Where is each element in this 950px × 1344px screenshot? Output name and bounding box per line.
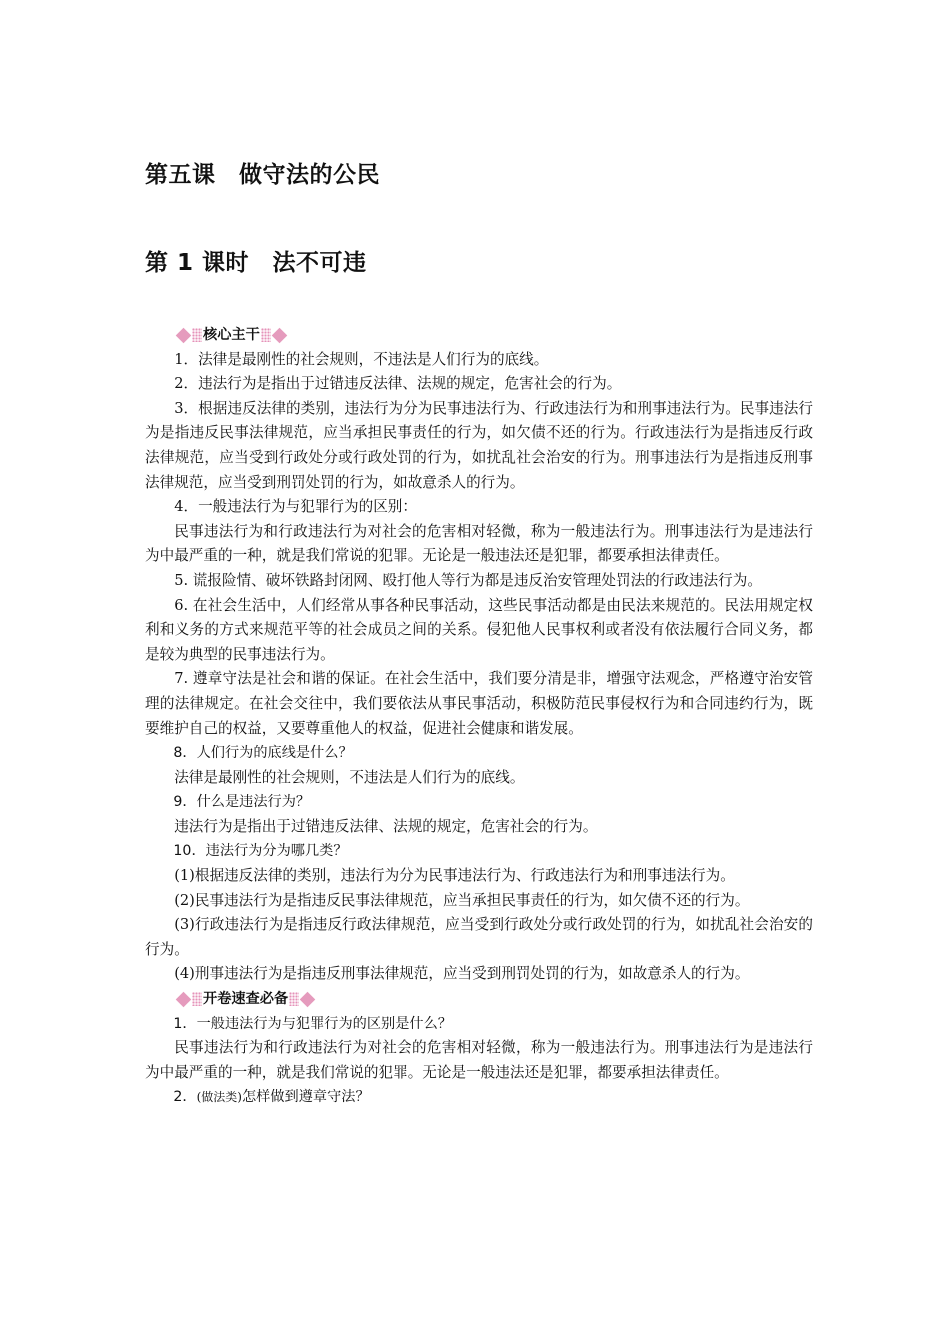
diamond-icon	[271, 328, 287, 344]
core-item: 3．根据违反法律的类别，违法行为分为民事违法行为、行政违法行为和刑事违法行为。民事违法行为是指违反民事法律规范，应当承担民事责任的行为，如欠债不还的行为。行政违法行为是指违反行政法律规范，应当受到行政处分或行政处罚的行为，如扰乱社会治安的行为。刑事违法行为是指违反刑事法律规范，应当受到刑罚处罚的行为，如故意杀人的行为。	[145, 399, 813, 491]
diamond-icon	[176, 992, 192, 1008]
core-item: 2．违法行为是指出于过错违反法律、法规的规定，危害社会的行为。	[174, 375, 622, 393]
dot-pattern-icon	[261, 328, 271, 342]
answer: 法律是最刚性的社会规则，不违法是人们行为的底线。	[174, 768, 525, 786]
question	[145, 1085, 813, 1110]
answer: 民事违法行为和行政违法行为对社会的危害相对轻微，称为一般违法行为。刑事违法行为是违法行为中最严重的一种，就是我们常说的犯罪。无论是一般违法还是犯罪，都要承担法律责任。	[145, 1039, 813, 1081]
answer: (3)行政违法行为是指违反行政法律规范，应当受到行政处分或行政处罚的行为，如扰乱社会治安的行为。	[145, 916, 813, 958]
core-item: 5. 谎报险情、破坏铁路封闭网、殴打他人等行为都是违反治安管理处罚法的行政违法行为。	[174, 571, 762, 589]
question: 1．一般违法行为与犯罪行为的区别是什么？	[173, 1015, 452, 1032]
answer: (2)民事违法行为是指违反民事法律规范，应当承担民事责任的行为，如欠债不还的行为。	[174, 891, 750, 909]
core-item: 民事违法行为和行政违法行为对社会的危害相对轻微，称为一般违法行为。刑事违法行为是违法行为中最严重的一种，就是我们常说的犯罪。无论是一般违法还是犯罪，都要承担法律责任。	[145, 522, 813, 565]
answer: 违法行为是指出于过错违反法律、法规的规定，危害社会的行为。	[174, 817, 598, 835]
question: 8．人们行为的底线是什么？	[173, 745, 353, 762]
section-label: 开卷速查必备	[203, 991, 289, 1008]
section-header-core	[145, 323, 813, 348]
question-number: 2．	[173, 1089, 197, 1106]
section-header-quick	[145, 987, 813, 1012]
core-item: 7. 遵章守法是社会和谐的保证。在社会生活中，我们要分清是非，增强守法观念，严格遵守治安管理的法律规定。在社会交往中，我们要依法从事民事活动，积极防范民事侵权行为和合同违约行为，既要维护自己的权益，又要尊重他人的权益，促进社会健康和谐发展。	[145, 670, 813, 737]
core-item: 4．一般违法行为与犯罪行为的区别：	[174, 498, 417, 516]
core-item: 6. 在社会生活中，人们经常从事各种民事活动，这些民事活动都是由民法来规范的。民法用规定权利和义务的方式来规范平等的社会成员之间的关系。侵犯他人民事权利或者没有依法履行合同义务，都是较为典型的民事违法行为。	[145, 596, 813, 663]
answer: (4)刑事违法行为是指违反刑事法律规范，应当受到刑罚处罚的行为，如故意杀人的行为。	[174, 965, 750, 983]
document-body	[145, 323, 813, 1110]
period-title: 第 1 课时 法不可违	[145, 250, 367, 276]
section-label: 核心主干	[203, 327, 260, 343]
question: 10．违法行为分为哪几类？	[173, 843, 348, 860]
question-text: 怎样做到遵章守法？	[241, 1089, 370, 1106]
dot-pattern-icon	[289, 992, 299, 1006]
dot-pattern-icon	[192, 992, 202, 1006]
core-item: 1．法律是最刚性的社会规则，不违法是人们行为的底线。	[174, 350, 549, 368]
answer: (1)根据违反法律的类别，违法行为分为民事违法行为、行政违法行为和刑事违法行为。	[174, 867, 735, 885]
question-tag: (做法类)	[196, 1090, 242, 1105]
dot-pattern-icon	[192, 328, 202, 342]
diamond-icon	[176, 328, 192, 344]
diamond-icon	[300, 992, 316, 1008]
question: 9．什么是违法行为？	[173, 794, 311, 811]
lesson-title: 第五课 做守法的公民	[145, 162, 380, 188]
